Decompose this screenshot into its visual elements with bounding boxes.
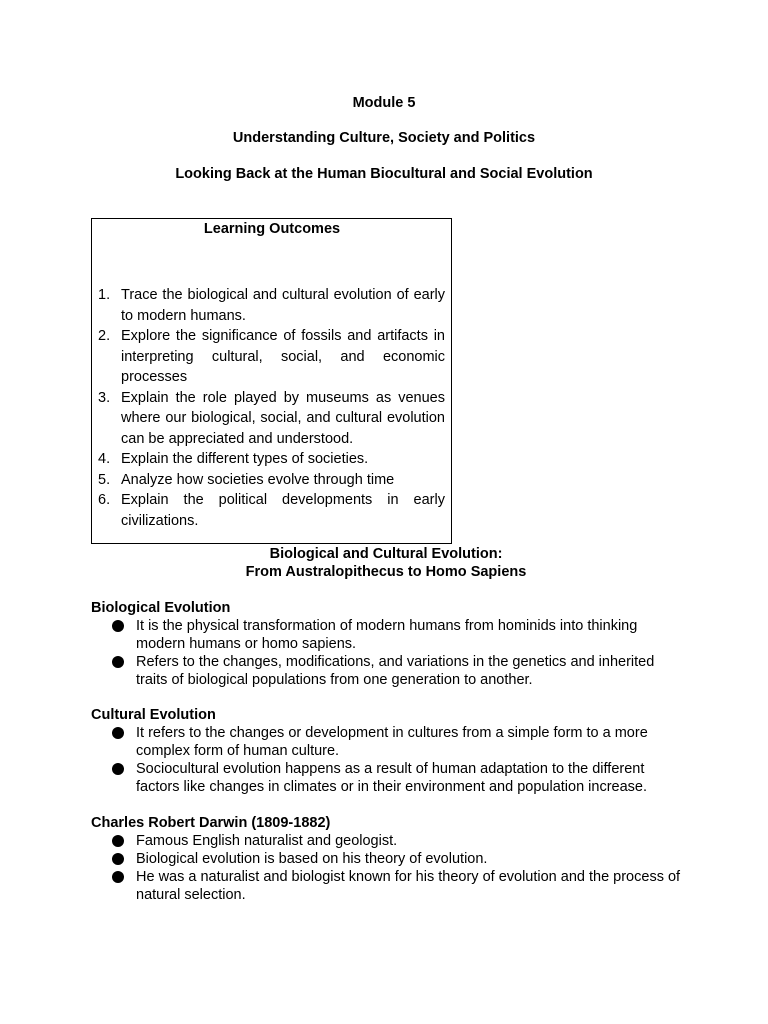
outcome-number: 6. xyxy=(98,492,111,508)
outcome-item xyxy=(98,388,445,450)
bullet-text: Biological evolution is based on his theory of evolution. xyxy=(136,851,488,867)
cultural-evolution-title: Cultural Evolution xyxy=(91,707,216,723)
bullet-icon xyxy=(112,620,124,632)
bullet-text: Famous English naturalist and geologist. xyxy=(136,833,398,849)
cultural-evolution-section xyxy=(91,706,691,796)
outcome-item xyxy=(98,326,445,388)
bullet-icon xyxy=(112,727,124,739)
bullet-item xyxy=(91,653,684,689)
outcome-text: Explain the role played by museums as venues where our biological, social, and cultural evolution can be appreciated and understood. xyxy=(121,389,445,447)
bullet-item xyxy=(91,850,684,868)
topic-title: Looking Back at the Human Biocultural and Social Evolution xyxy=(175,166,593,182)
bullet-item xyxy=(91,760,684,796)
bullet-item xyxy=(91,832,684,850)
outcome-text: Analyze how societies evolve through time xyxy=(121,471,395,488)
course-title: Understanding Culture, Society and Politics xyxy=(232,130,536,146)
evolution-heading-line2: From Australopithecus to Homo Sapiens xyxy=(245,564,527,580)
darwin-title: Charles Robert Darwin (1809-1882) xyxy=(91,815,331,831)
learning-outcomes-title: Learning Outcomes xyxy=(203,221,341,237)
outcome-item xyxy=(98,490,445,531)
cultural-evolution-bullets xyxy=(91,724,691,796)
outcome-text: Explain the different types of societies. xyxy=(121,451,369,467)
learning-outcomes-box xyxy=(91,218,452,544)
outcome-item xyxy=(98,285,445,326)
bullet-text: He was a naturalist and biologist known for his theory of evolution and the process of natural selection. xyxy=(136,869,681,903)
outcome-number: 4. xyxy=(98,451,111,467)
bullet-text: Refers to the changes, modifications, and variations in the genetics and inherited traits of biological populations from one generation to another. xyxy=(136,654,655,688)
module-title: Module 5 xyxy=(352,95,416,111)
outcome-text: Explore the significance of fossils and artifacts in interpreting cultural, social, and economic processes xyxy=(121,328,445,385)
bullet-icon xyxy=(112,853,124,865)
learning-outcomes-list xyxy=(98,285,445,531)
biological-evolution-title: Biological Evolution xyxy=(91,600,231,616)
bullet-item xyxy=(91,868,684,904)
outcome-item xyxy=(98,470,445,491)
bullet-icon xyxy=(112,656,124,668)
bullet-icon xyxy=(112,871,124,883)
outcome-number: 3. xyxy=(98,389,111,406)
bullet-item xyxy=(91,617,684,653)
bullet-text: It refers to the changes or development in cultures from a simple form to a more complex form of human culture. xyxy=(136,725,648,759)
outcome-number: 2. xyxy=(98,328,111,344)
outcome-number: 5. xyxy=(98,471,111,488)
evolution-heading-line1: Biological and Cultural Evolution: xyxy=(269,546,503,562)
outcome-text: Explain the political developments in early civilizations. xyxy=(121,492,445,529)
darwin-section xyxy=(91,814,691,904)
outcome-item xyxy=(98,449,445,470)
biological-evolution-section xyxy=(91,599,691,689)
biological-evolution-bullets xyxy=(91,617,691,689)
bullet-icon xyxy=(112,763,124,775)
bullet-text: It is the physical transformation of modern humans from hominids into thinking modern humans or homo sapiens. xyxy=(136,618,638,652)
outcome-number: 1. xyxy=(98,287,111,303)
bullet-item xyxy=(91,724,684,760)
darwin-bullets xyxy=(91,832,691,904)
bullet-icon xyxy=(112,835,124,847)
bullet-text: Sociocultural evolution happens as a result of human adaptation to the different factors like changes in climates or in their environment and population increase. xyxy=(136,761,647,795)
outcome-text: Trace the biological and cultural evolution of early to modern humans. xyxy=(121,287,445,324)
